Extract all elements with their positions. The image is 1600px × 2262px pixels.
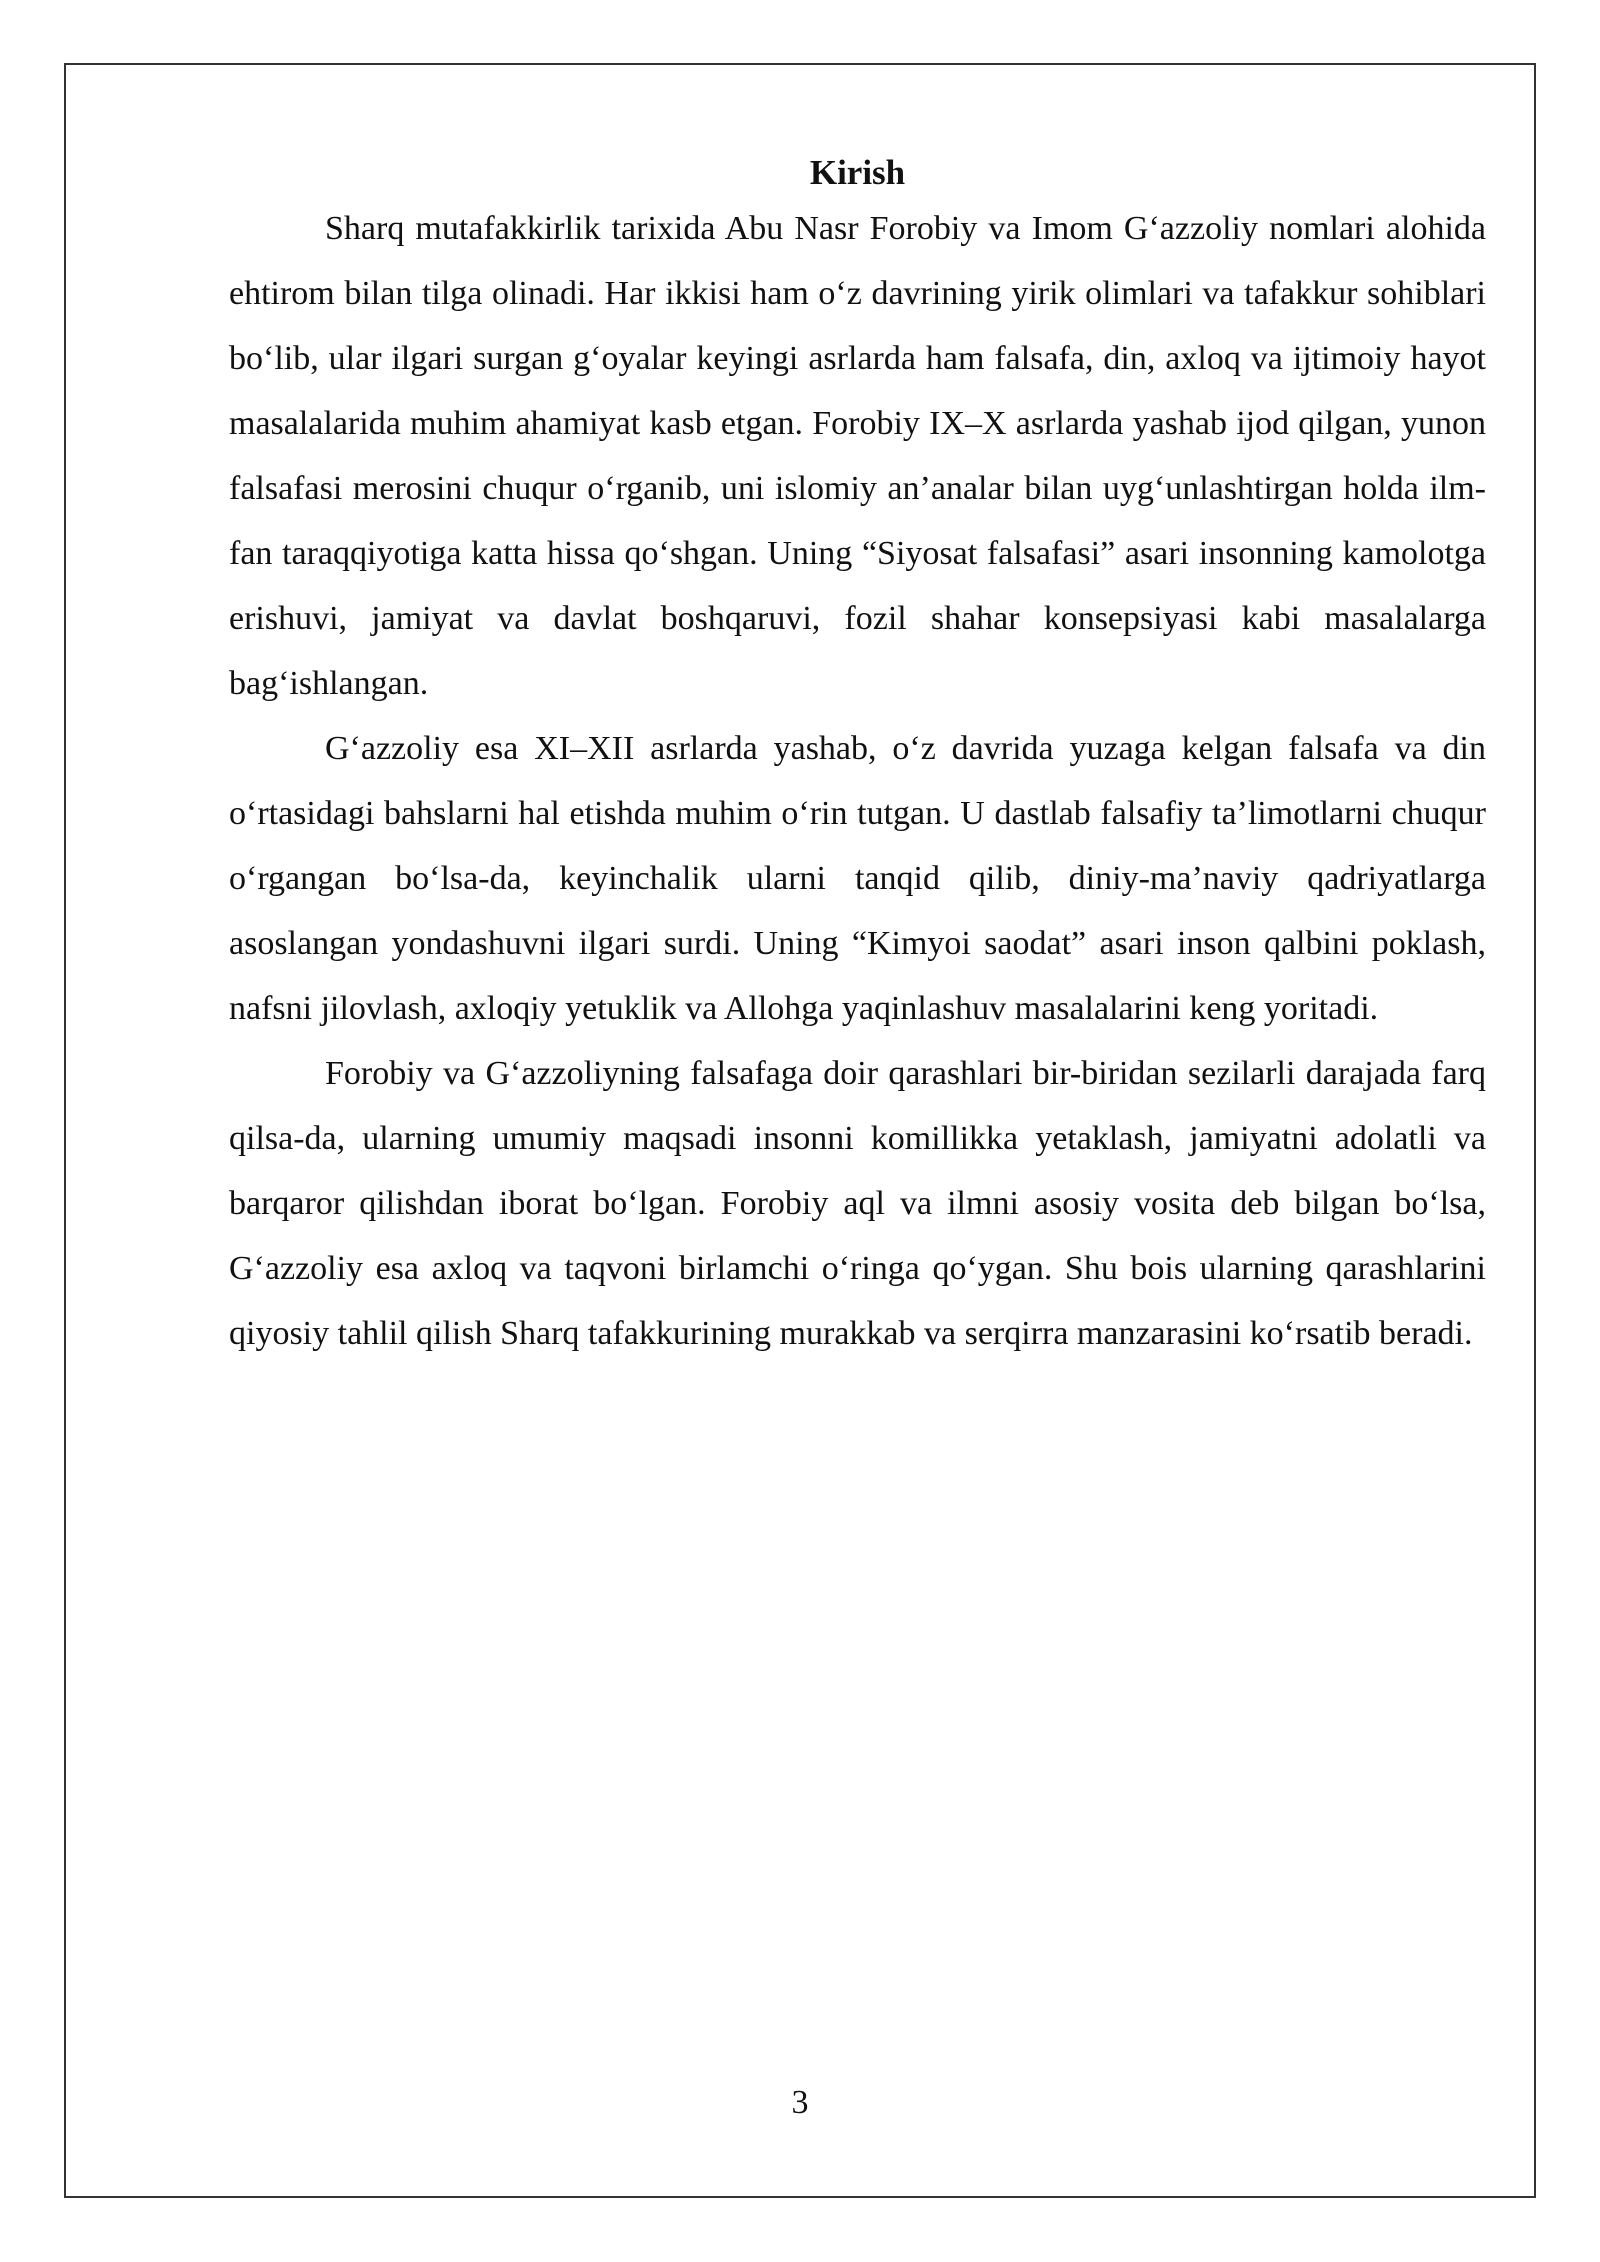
page-number: 3 <box>791 2084 809 2121</box>
section-title: Kirish <box>809 153 906 192</box>
document-body <box>229 148 1486 1366</box>
paragraph-3: Forobiy va G‘azzoliyning falsafaga doir qarashlari bir-biridan sezilarli darajada farq qilsa-da, ularning umumiy maqsadi insonni komillikka yetaklash, jamiyatni adolatli va barqaror qilishdan iborat bo‘lgan. Forobiy aql va ilmni asosiy vosita deb bilgan bo‘lsa, G‘azzoliy esa axloq va taqvoni birlamchi o‘ringa qo‘ygan. Shu bois ularning qarashlarini qiyosiy tahlil qilish Sharq tafakkurining murakkab va serqirra manzarasini ko‘rsatib beradi. <box>229 1055 1486 1352</box>
paragraph-2: G‘azzoliy esa XI–XII asrlarda yashab, o‘z davrida yuzaga kelgan falsafa va din o‘rtasidagi bahslarni hal etishda muhim o‘rin tutgan. U dastlab falsafiy ta’limotlarni chuqur o‘rgangan bo‘lsa-da, keyinchalik ularni tanqid qilib, diniy-ma’naviy qadriyatlarga asoslangan yondashuvni ilgari surdi. Uning “Kimyoi saodat” asari inson qalbini poklash, nafsni jilovlash, axloqiy yetuklik va Allohga yaqinlashuv masalalarini keng yoritadi. <box>229 730 1486 1027</box>
paragraph-1: Sharq mutafakkirlik tarixida Abu Nasr Forobiy va Imom G‘azzoliy nomlari alohida ehtirom bilan tilga olinadi. Har ikkisi ham o‘z davrining yirik olimlari va tafakkur sohiblari bo‘lib, ular ilgari surgan g‘oyalar keyingi asrlarda ham falsafa, din, axloq va ijtimoiy hayot masalalarida muhim ahamiyat kasb etgan. Forobiy IX–X asrlarda yashab ijod qilgan, yunon falsafasi merosini chuqur o‘rganib, uni islomiy an’analar bilan uyg‘unlashtirgan holda ilm-fan taraqqiyotiga katta hissa qo‘shgan. Uning “Siyosat falsafasi” asari insonning kamolotga erishuvi, jamiyat va davlat boshqaruvi, fozil shahar konsepsiyasi kabi masalalarga bag‘ishlangan. <box>229 210 1486 702</box>
